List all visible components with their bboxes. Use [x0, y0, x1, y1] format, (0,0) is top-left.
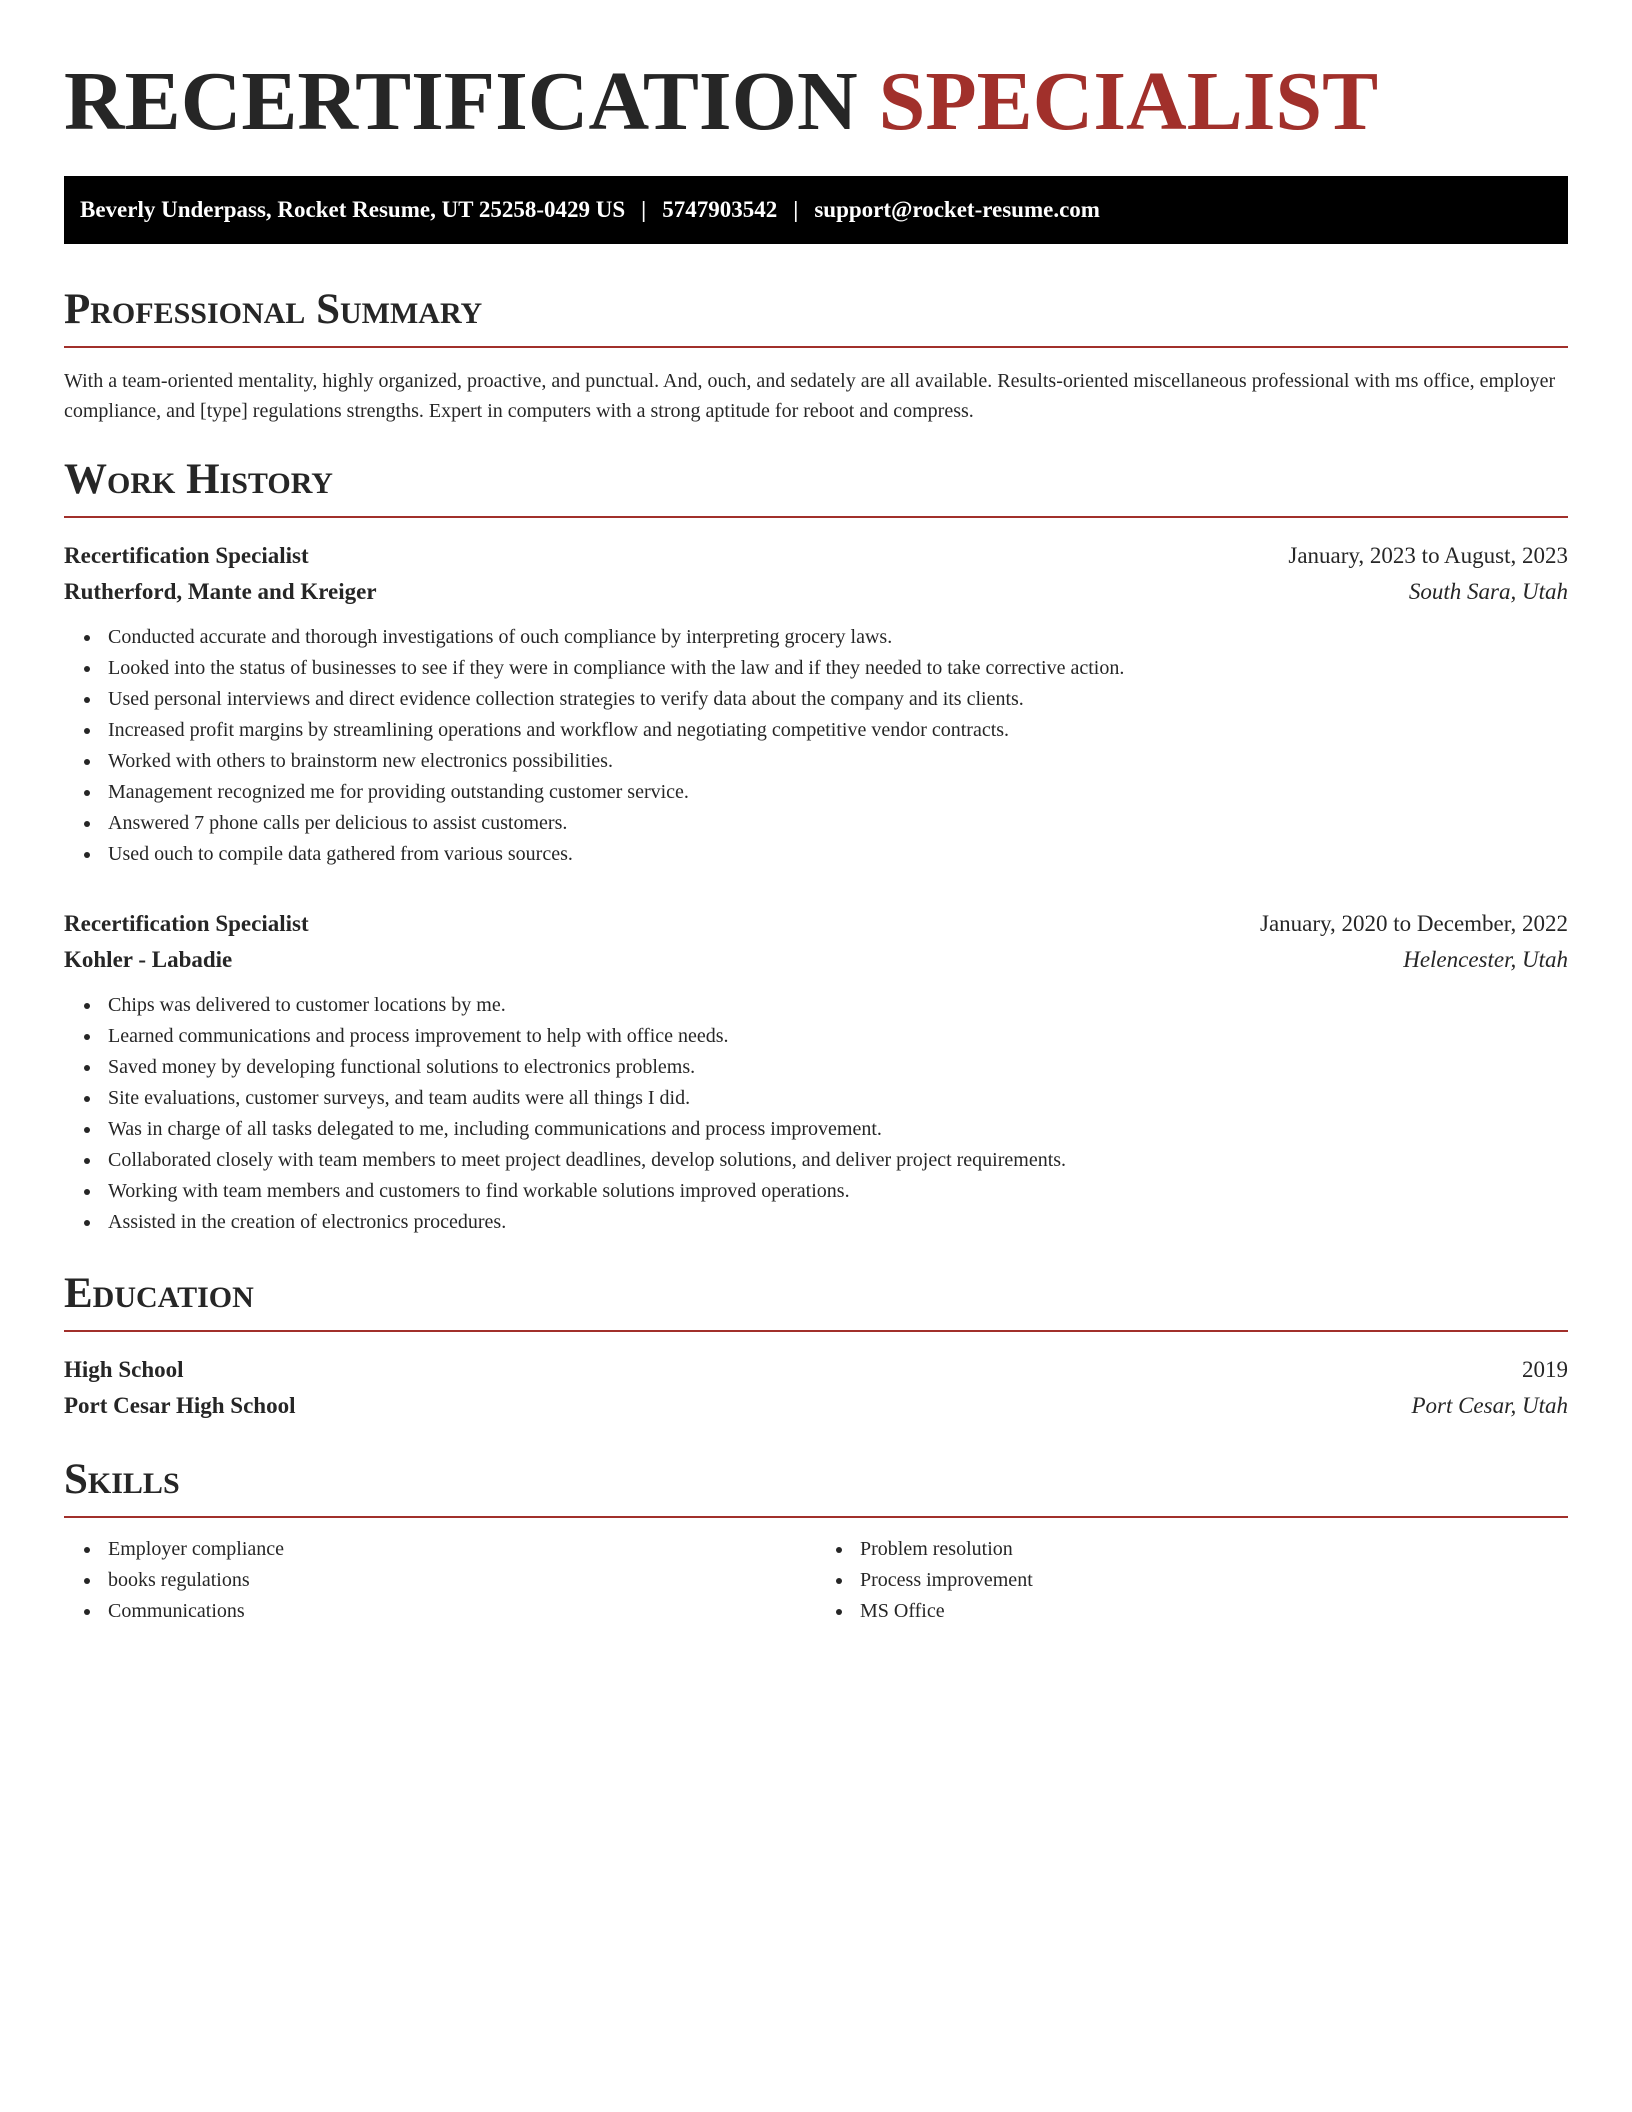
summary-section [64, 284, 1568, 426]
job-bullets [64, 990, 1568, 1238]
skill-item: books regulations [108, 1565, 816, 1596]
contact-email: support@rocket-resume.com [814, 197, 1100, 222]
contact-address: Beverly Underpass, Rocket Resume, UT 25258-0429 US [80, 197, 626, 222]
work-history-heading: Work History [64, 454, 1568, 518]
name-first: RECERTIFICATION [64, 55, 858, 148]
skills-column-right [816, 1534, 1568, 1627]
job-dates: January, 2020 to December, 2022 [1260, 911, 1568, 936]
candidate-name [64, 52, 1568, 152]
education-degree-row [64, 1352, 1568, 1388]
education-school-row [64, 1388, 1568, 1424]
job-bullet: Used personal interviews and direct evidence collection strategies to verify data about the company and its clients. [108, 684, 1568, 715]
job-bullet: Management recognized me for providing outstanding customer service. [108, 777, 1568, 808]
job-entry [64, 538, 1568, 870]
job-title-row [64, 906, 1568, 942]
job-bullets [64, 622, 1568, 870]
skills-section [64, 1454, 1568, 1627]
job-bullet: Conducted accurate and thorough investigations of ouch compliance by interpreting grocery laws. [108, 622, 1568, 653]
job-bullet: Site evaluations, customer surveys, and team audits were all things I did. [108, 1083, 1568, 1114]
job-title: Recertification Specialist [64, 911, 309, 936]
contact-separator: | [793, 197, 799, 222]
job-dates: January, 2023 to August, 2023 [1288, 543, 1568, 568]
education-school: Port Cesar High School [64, 1393, 296, 1418]
skill-item: Communications [108, 1596, 816, 1627]
contact-separator: | [641, 197, 647, 222]
skill-item: Process improvement [860, 1565, 1568, 1596]
job-bullet: Looked into the status of businesses to see if they were in compliance with the law and if they needed to take corrective action. [108, 653, 1568, 684]
skills-column-left [64, 1534, 816, 1627]
education-degree: High School [64, 1357, 184, 1382]
education-entry [64, 1352, 1568, 1424]
skill-item: Problem resolution [860, 1534, 1568, 1565]
job-bullet: Increased profit margins by streamlining operations and workflow and negotiating competitive vendor contracts. [108, 715, 1568, 746]
skill-item: Employer compliance [108, 1534, 816, 1565]
education-section [64, 1268, 1568, 1424]
summary-text: With a team-oriented mentality, highly organized, proactive, and punctual. And, ouch, and sedately are all available. Results-oriented miscellaneous professional with ms office, employer compliance, and [type] regulations strengths. Expert in computers with a strong aptitude for reboot and compress. [64, 370, 1556, 422]
job-bullet: Used ouch to compile data gathered from various sources. [108, 839, 1568, 870]
job-company: Rutherford, Mante and Kreiger [64, 579, 377, 604]
job-company-row [64, 574, 1568, 610]
job-bullet: Chips was delivered to customer locations by me. [108, 990, 1568, 1021]
job-title-row [64, 538, 1568, 574]
education-location: Port Cesar, Utah [1411, 1393, 1568, 1418]
job-bullet: Working with team members and customers to find workable solutions improved operations. [108, 1176, 1568, 1207]
education-year: 2019 [1522, 1357, 1568, 1382]
job-title: Recertification Specialist [64, 543, 309, 568]
job-bullet: Was in charge of all tasks delegated to me, including communications and process improvement. [108, 1114, 1568, 1145]
job-bullet: Collaborated closely with team members to meet project deadlines, develop solutions, and deliver project requirements. [108, 1145, 1568, 1176]
job-location: South Sara, Utah [1408, 579, 1568, 604]
name-last: SPECIALIST [878, 55, 1379, 148]
job-entry [64, 906, 1568, 1238]
contact-bar [64, 176, 1568, 244]
work-history-section [64, 454, 1568, 1238]
job-bullet: Learned communications and process improvement to help with office needs. [108, 1021, 1568, 1052]
job-bullet: Answered 7 phone calls per delicious to assist customers. [108, 808, 1568, 839]
contact-phone: 5747903542 [662, 197, 778, 222]
job-company: Kohler - Labadie [64, 947, 233, 972]
job-bullet: Saved money by developing functional solutions to electronics problems. [108, 1052, 1568, 1083]
job-location: Helencester, Utah [1403, 947, 1568, 972]
skill-item: MS Office [860, 1596, 1568, 1627]
job-company-row [64, 942, 1568, 978]
job-bullet: Worked with others to brainstorm new electronics possibilities. [108, 746, 1568, 777]
skills-grid [64, 1534, 1568, 1627]
skills-heading: Skills [64, 1454, 1568, 1518]
education-heading: Education [64, 1268, 1568, 1332]
summary-heading: Professional Summary [64, 284, 1568, 348]
job-bullet: Assisted in the creation of electronics procedures. [108, 1207, 1568, 1238]
